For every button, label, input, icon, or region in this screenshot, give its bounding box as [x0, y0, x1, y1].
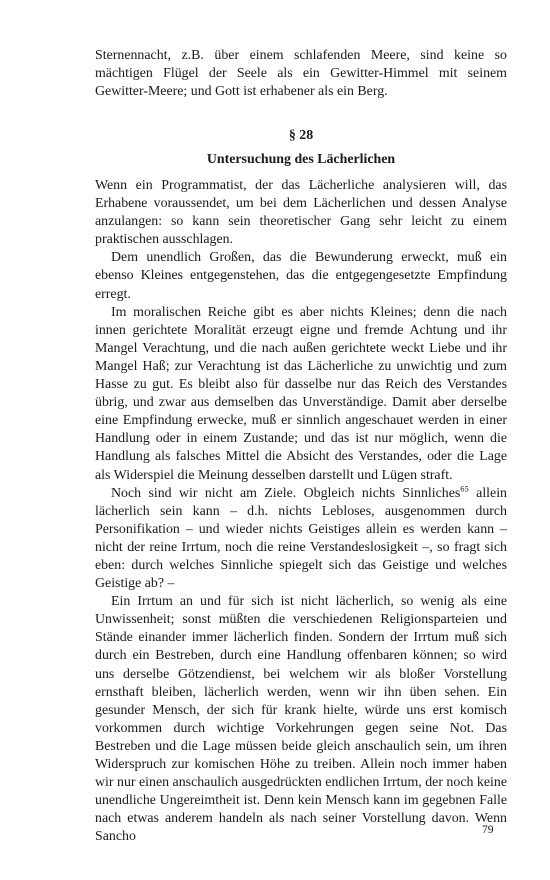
- section-number: § 28: [288, 128, 314, 143]
- paragraph-5: Ein Irrtum an und für sich ist nicht lächerlich, so wenig als eine Unwissenheit; sonst müßten die verschiedenen Religionsparteien und Stände einander immer lächerlich finden. Sondern der Irrtum muß sich durch ein Bestreben, durch eine Handlung offenbaren können; so wird uns derselbe Götzendienst, bei welchem wir als bloßer Vorstellung ernsthaft bleiben, lächerlich werden, wenn wir ihn üben sehen. Ein gesunder Mensch, der sich für krank hielte, würde uns erst komisch vorkommen durch wichtige Vorkehrungen gegen seine Not. Das Bestreben und die Lage müssen beide gleich anschaulich sein, um ihren Widerspruch zur komischen Höhe zu treiben. Allein noch immer haben wir nur einen anschaulich ausgedrückten endlichen Irrtum, der noch keine unendliche Ungereimtheit ist. Denn kein Mensch kann im gegebnen Falle nach etwas anderem handeln als nach seiner Vorstellung davon. Wenn Sancho: [95, 594, 507, 845]
- paragraph-2: Dem unendlich Großen, das die Bewunderung erweckt, muß ein ebenso Kleines entgegenstehen, das die entgegengesetzte Empfindung erregt.: [95, 250, 507, 302]
- section-title: Untersuchung des Lächerlichen: [206, 152, 396, 167]
- intro-paragraph: Sternennacht, z.B. über einem schlafenden Meere, sind keine so mächtigen Flügel der Seele als ein Gewitter-Himmel mit seinem Gewitter-Meere; und Gott ist erhabener als ein Berg.: [95, 48, 507, 100]
- section-text: [95, 177, 507, 846]
- paragraph-4: [95, 482, 508, 594]
- page-number: 79: [482, 824, 494, 836]
- paragraph-4-start: Noch sind wir nicht am Ziele. Obgleich nichts Sinnliches: [111, 485, 461, 501]
- paragraph-1: Wenn ein Programmatist, der das Lächerliche analysieren will, das Erhabene voraussendet, um bei dem Lächerlichen und dessen Analyse anzulangen: so kann sein theoretischer Gang sehr leicht zu einem praktischen ausschlagen.: [95, 178, 507, 248]
- paragraph-4-end: allein lächerlich sein kann – d.h. nichts Lebloses, ausgenommen durch Personifikation – und wieder nichts Geistiges allein es werden kann – nicht der reine Irrtum, noch die reine Verstandeslosigkeit –, so fragt sich eben: durch welches Sinnliche spiegelt sich das Geistige und welches Geistige ab? –: [95, 485, 508, 592]
- paragraph-3: Im moralischen Reiche gibt es aber nichts Kleines; denn die nach innen gerichtete Moralität erzeugt eigne und fremde Achtung und ihr Mangel Verachtung, und die nach außen gerichtete weckt Liebe und ihr Mangel Haß; zur Verachtung ist das Lächerliche zu unwichtig und zum Hasse zu gut. Es bleibt also für dasselbe nur das Reich des Verstandes übrig, und zwar aus demselben das Unverständige. Damit aber derselbe eine Empfindung erwecke, muß er sinnlich angeschauet werden in einer Handlung oder in einem Zustande; und das ist nur möglich, wenn die Handlung als falsches Mittel die Absicht des Verstandes, oder die Lage als Widerspiel die Meinung desselben darstellt und Lügen straft.: [95, 304, 507, 483]
- footnote-marker: 65: [460, 482, 469, 493]
